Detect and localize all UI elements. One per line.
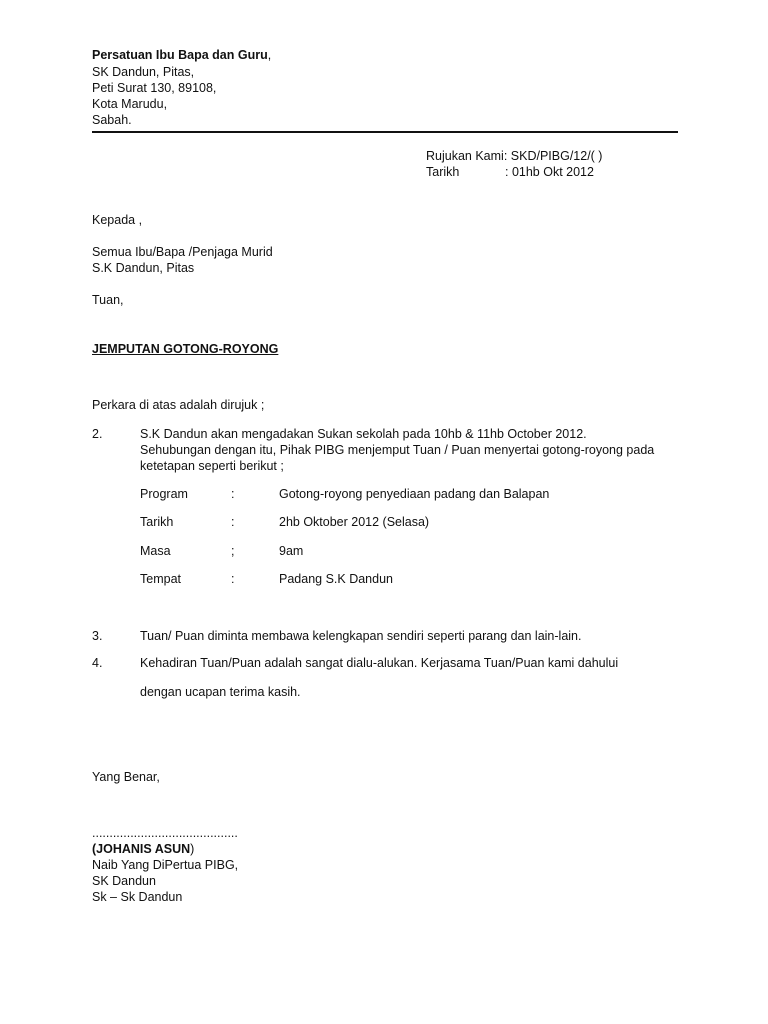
detail-separator: : — [231, 487, 235, 501]
detail-label-masa: Masa — [140, 544, 171, 558]
sender-org: Persatuan Ibu Bapa dan Guru — [92, 48, 268, 62]
signatory-title: Naib Yang DiPertua PIBG, — [92, 858, 239, 872]
signatory-school: SK Dandun — [92, 874, 156, 888]
closing-yang-benar: Yang Benar, — [92, 770, 160, 784]
date-line — [426, 165, 594, 180]
item-2-line-2: Sehubungan dengan itu, Pihak PIBG menjemput Tuan / Puan menyertai gotong-royong pada — [140, 443, 655, 457]
reference-label: Rujukan Kami — [426, 149, 504, 163]
recipient-line-1: Semua Ibu/Bapa /Penjaga Murid — [92, 245, 273, 259]
detail-separator: ; — [231, 544, 235, 558]
intro-text: Perkara di atas adalah dirujuk ; — [92, 398, 265, 412]
detail-value-masa: 9am — [279, 544, 304, 558]
signatory-name-line — [92, 842, 194, 857]
item-4-line-1: Kehadiran Tuan/Puan adalah sangat dialu-alukan. Kerjasama Tuan/Puan kami dahului — [140, 656, 619, 670]
sender-org-suffix: , — [267, 48, 272, 62]
detail-value-tarikh: 2hb Oktober 2012 (Selasa) — [279, 515, 430, 529]
detail-value-program: Gotong-royong penyediaan padang dan Balapan — [279, 487, 550, 501]
date-value: : 01hb Okt 2012 — [505, 165, 594, 179]
sender-line-1: SK Dandun, Pitas, — [92, 65, 195, 79]
sender-line-2: Peti Surat 130, 89108, — [92, 81, 217, 95]
item-number: 4. — [92, 656, 103, 670]
signature-dots: .......................................... — [92, 826, 238, 840]
reference-line — [426, 149, 602, 164]
subject-title: JEMPUTAN GOTONG-ROYONG — [92, 342, 279, 356]
signatory-name: JOHANIS ASUN — [96, 842, 191, 856]
reference-value: : SKD/PIBG/12/( ) — [503, 149, 603, 163]
name-open-paren: ( — [92, 842, 97, 856]
item-number: 2. — [92, 427, 103, 441]
date-label: Tarikh — [426, 165, 460, 179]
item-2-line-3: ketetapan seperti berikut ; — [140, 459, 284, 473]
sender-line-4: Sabah. — [92, 113, 132, 127]
detail-label-program: Program — [140, 487, 188, 501]
header-divider — [92, 131, 678, 133]
detail-separator: : — [231, 515, 235, 529]
item-number: 3. — [92, 629, 103, 643]
item-3-line-1: Tuan/ Puan diminta membawa kelengkapan sendiri seperti parang dan lain-lain. — [140, 629, 582, 643]
item-4-line-2: dengan ucapan terima kasih. — [140, 685, 301, 699]
detail-label-tempat: Tempat — [140, 572, 181, 586]
sender-org-line — [92, 48, 271, 63]
recipient-line-2: S.K Dandun, Pitas — [92, 261, 195, 275]
sender-line-3: Kota Marudu, — [92, 97, 168, 111]
name-close-paren: ) — [190, 842, 195, 856]
detail-label-tarikh: Tarikh — [140, 515, 174, 529]
detail-value-tempat: Padang S.K Dandun — [279, 572, 393, 586]
signatory-school-2: Sk – Sk Dandun — [92, 890, 183, 904]
kepada: Kepada , — [92, 213, 143, 227]
salutation: Tuan, — [92, 293, 124, 307]
item-2-line-1: S.K Dandun akan mengadakan Sukan sekolah pada 10hb & 11hb October 2012. — [140, 427, 587, 441]
detail-separator: : — [231, 572, 235, 586]
